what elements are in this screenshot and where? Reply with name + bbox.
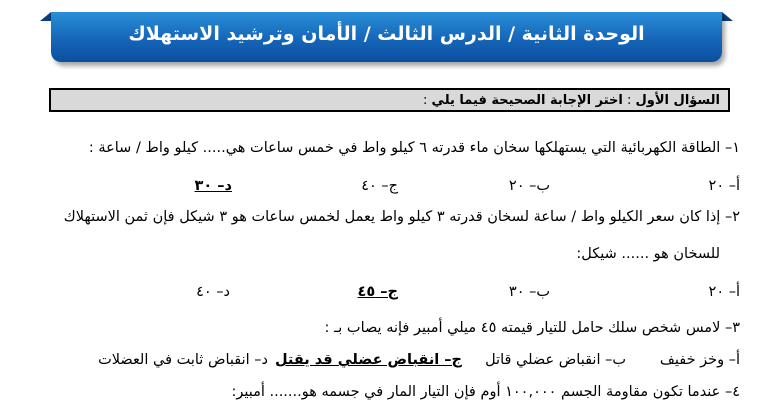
q1-option-d-answer: د– ٣٠ [194, 178, 232, 194]
banner-fold-left [40, 12, 51, 21]
q2-option-b: ب– ٣٠ [508, 284, 550, 300]
question-header-box [49, 88, 730, 112]
q3-option-c-answer: ج– انقباض عضلي قد يقتل [274, 352, 462, 368]
question-instruction: اختر الإجابة الصحيحة فيما يلي [431, 93, 623, 108]
banner-fold-right [722, 12, 733, 21]
q2-text-line1: ٢– إذا كان سعر الكيلو واط / ساعة لسخان قدرته ٣ كيلو واط يعمل لخمس ساعات هو ٣ شيكل فإن ثمن الاستهلاك [63, 209, 740, 225]
q1-option-b: ب– ٢٠ [508, 178, 550, 194]
q3-option-d: د– انقباض ثابت في العضلات [98, 352, 268, 368]
q3-option-a: أ– وخز خفيف [659, 352, 740, 368]
question-label: السؤال الأول [635, 93, 720, 108]
q3-text: ٣– لامس شخص سلك حامل للتيار قيمته ٤٥ ميلي أمبير فإنه يصاب بـ : [324, 320, 740, 336]
question-separator: : [622, 93, 636, 108]
q2-option-d: د– ٤٠ [196, 284, 230, 300]
banner-title: الوحدة الثانية / الدرس الثالث / الأمان وترشيد الاستهلاك [128, 23, 645, 45]
question-suffix: : [423, 93, 432, 108]
q4-text: ٤– عندما تكون مقاومة الجسم ١٠٠,٠٠٠ أوم فإن التيار المار في جسمه هو....... أمبير: [231, 384, 740, 400]
q3-option-b: ب– انقباض عضلي قاتل [485, 352, 626, 368]
q2-text-line2: للسخان هو ...... شيكل: [576, 246, 720, 262]
q1-option-a: أ– ٢٠ [708, 178, 740, 194]
q1-text: ١– الطاقة الكهربائية التي يستهلكها سخان ماء قدرته ٦ كيلو واط في خمس ساعات هي..... كيلو واط / ساعة : [88, 140, 740, 156]
q2-option-c-answer: ج– ٤٥ [357, 284, 398, 300]
question-header [423, 93, 720, 108]
title-banner [51, 12, 722, 62]
q1-option-c: ج– ٤٠ [361, 178, 398, 194]
q2-option-a: أ– ٢٠ [708, 284, 740, 300]
